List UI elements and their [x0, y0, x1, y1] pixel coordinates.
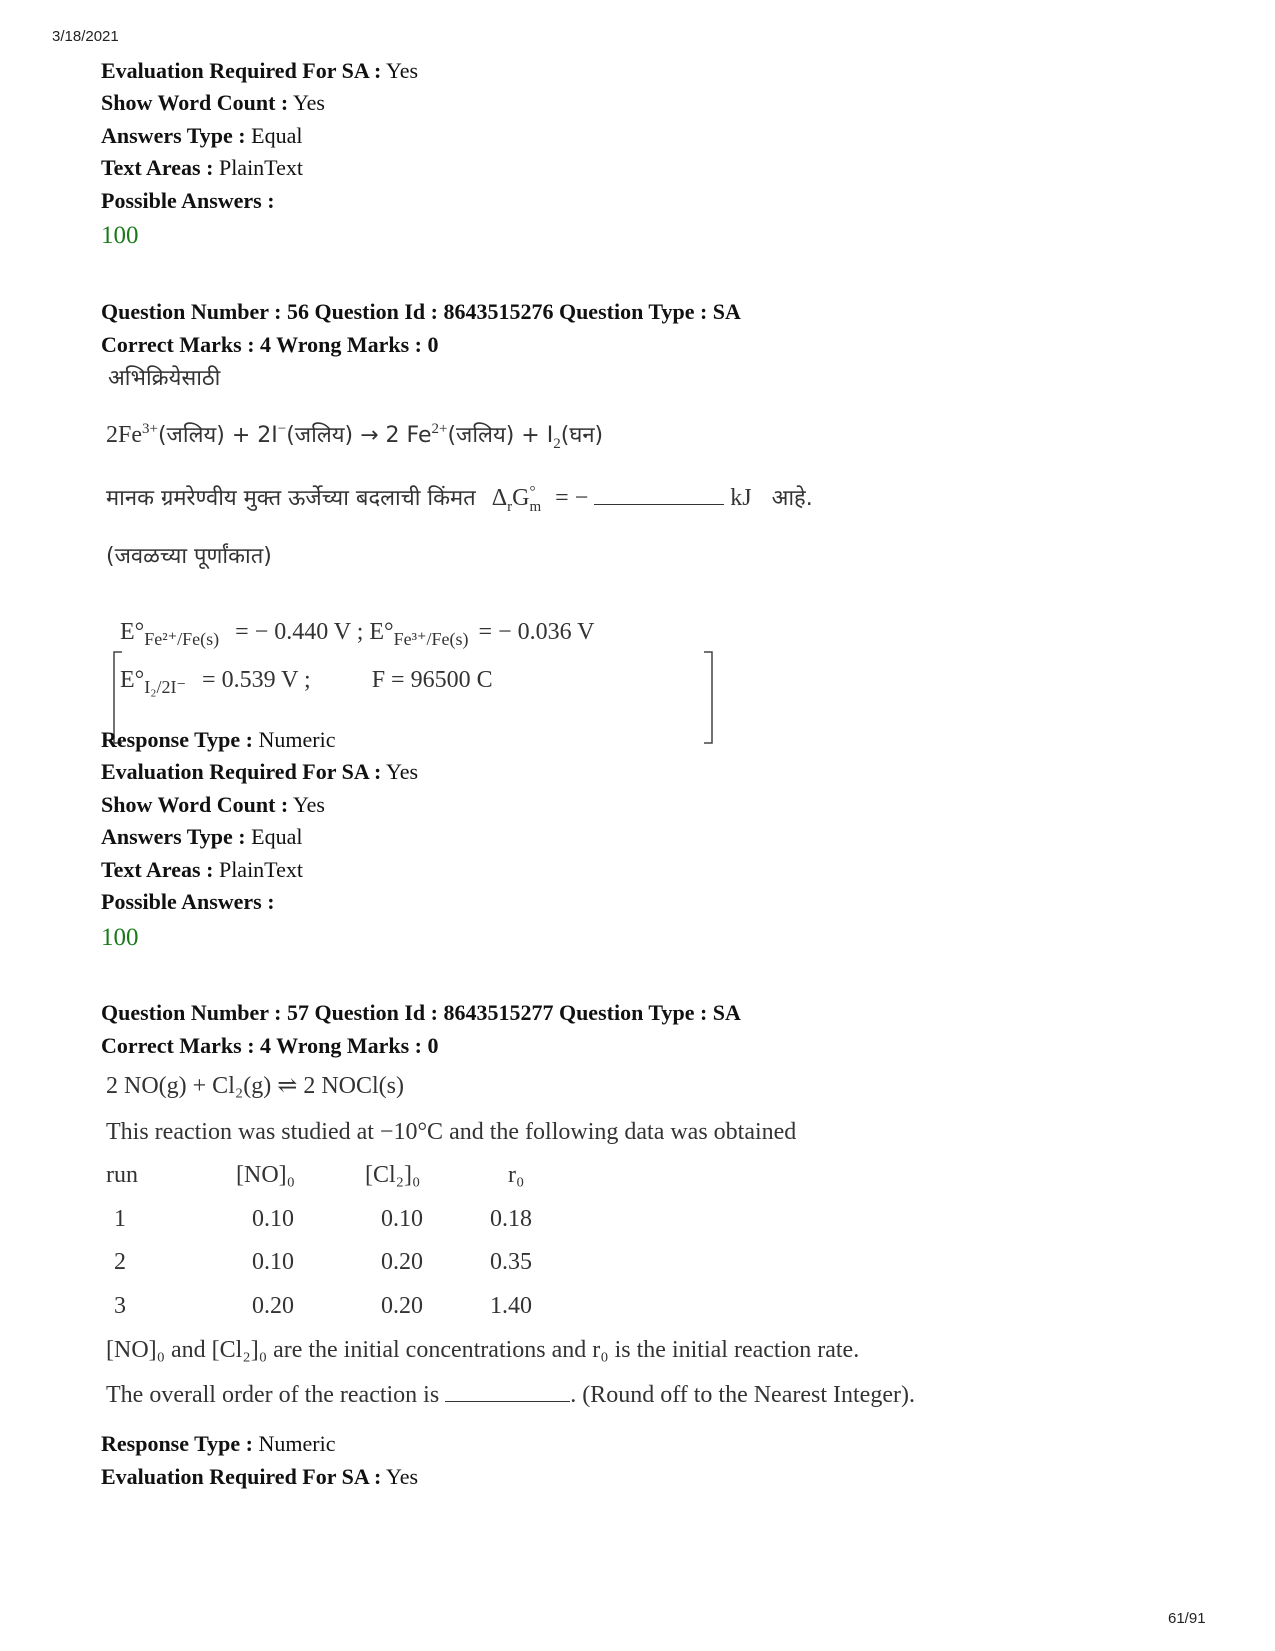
q56-show-word-count-row: Show Word Count : Yes — [101, 792, 325, 817]
q57-reaction-equation: 2 NO(g) + Cl₂(g) ⇌ 2 NOCl(s) — [106, 1073, 404, 1099]
q56-text-areas-row: Text Areas : PlainText — [101, 857, 303, 882]
eval-required-row: Evaluation Required For SA : Yes — [101, 58, 419, 83]
q57-study-conditions: This reaction was studied at −10°C and the following data was obtained — [106, 1119, 797, 1145]
table-cell: 0.35 — [490, 1249, 532, 1275]
question-56-header: Question Number : 56 Question Id : 8643515276 Question Type : SA — [101, 299, 741, 324]
possible-answers-label: Possible Answers : — [101, 188, 275, 213]
q57-answer-blank — [445, 1383, 570, 1402]
table-cell: 0.20 — [381, 1249, 423, 1275]
table-cell: 0.10 — [252, 1206, 294, 1232]
q56-answer-blank — [594, 486, 724, 505]
q57-definitions-note: [NO]₀ and [Cl₂]₀ are the initial concentrations and r₀ is the initial reaction rate. — [106, 1337, 860, 1363]
show-word-count-row: Show Word Count : Yes — [101, 90, 325, 115]
q56-response-type-row: Response Type : Numeric — [101, 727, 336, 752]
table-cell: 2 — [114, 1249, 126, 1275]
table-cell: 0.20 — [381, 1293, 423, 1319]
q56-eval-required-row: Evaluation Required For SA : Yes — [101, 759, 419, 784]
table-cell: 0.18 — [490, 1206, 532, 1232]
table-cell: 0.10 — [252, 1249, 294, 1275]
table-header-cl2: [Cl₂]₀ — [365, 1162, 421, 1188]
table-header-no: [NO]₀ — [236, 1162, 296, 1188]
table-cell: 0.10 — [381, 1206, 423, 1232]
q56-reaction-equation: $2Fe^{3+}(जलिय)$ + 2I−(जलिय) → 2 $Fe^{2+}(जलिय)$ + $I_2(घन)$ — [106, 421, 604, 452]
table-cell: 3 — [114, 1293, 126, 1319]
q56-e-fe2: $E^\circ_{Fe^{2+}/Fe(s)}$ = − 0.440 V ; $E^\circ_{Fe^{3+}/Fe(s)}$ = − 0.036 V — [120, 619, 595, 649]
text-areas-row: Text Areas : PlainText — [101, 155, 303, 180]
answers-type-row: Answers Type : Equal — [101, 123, 303, 148]
q56-intro-line: अभिक्रियेसाठी — [108, 366, 221, 391]
q57-response-type-row: Response Type : Numeric — [101, 1431, 336, 1456]
q56-question-line: मानक ग्रमरेण्वीय मुक्त ऊर्जेच्या बदलाची किंमत $\Delta_rG^\circ_m$ = − kJ आहे. — [106, 484, 813, 515]
question-56-marks: Correct Marks : 4 Wrong Marks : 0 — [101, 332, 439, 357]
table-header-r0: r₀ — [508, 1162, 525, 1188]
possible-answer-value: 100 — [101, 222, 139, 249]
page-number: 61/91 — [1168, 1610, 1206, 1627]
q57-eval-required-row: Evaluation Required For SA : Yes — [101, 1464, 419, 1489]
question-57-marks: Correct Marks : 4 Wrong Marks : 0 — [101, 1033, 439, 1058]
q56-e-i2: $E^\circ_{I_2/2I^-} = 0.539$ V ; F = 96500 C — [120, 667, 493, 697]
q56-answers-type-row: Answers Type : Equal — [101, 824, 303, 849]
table-header-run: run — [106, 1162, 138, 1188]
print-date: 3/18/2021 — [52, 28, 119, 45]
question-57-header: Question Number : 57 Question Id : 8643515277 Question Type : SA — [101, 1000, 741, 1025]
q56-possible-answer-value: 100 — [101, 924, 139, 951]
table-cell: 0.20 — [252, 1293, 294, 1319]
table-cell: 1 — [114, 1206, 126, 1232]
q56-possible-answers-label: Possible Answers : — [101, 889, 275, 914]
table-cell: 1.40 — [490, 1293, 532, 1319]
q56-rounding-note: (जवळच्या पूर्णांकात) — [106, 544, 272, 569]
q57-question-line: The overall order of the reaction is . (Round off to the Nearest Integer). — [106, 1382, 915, 1408]
